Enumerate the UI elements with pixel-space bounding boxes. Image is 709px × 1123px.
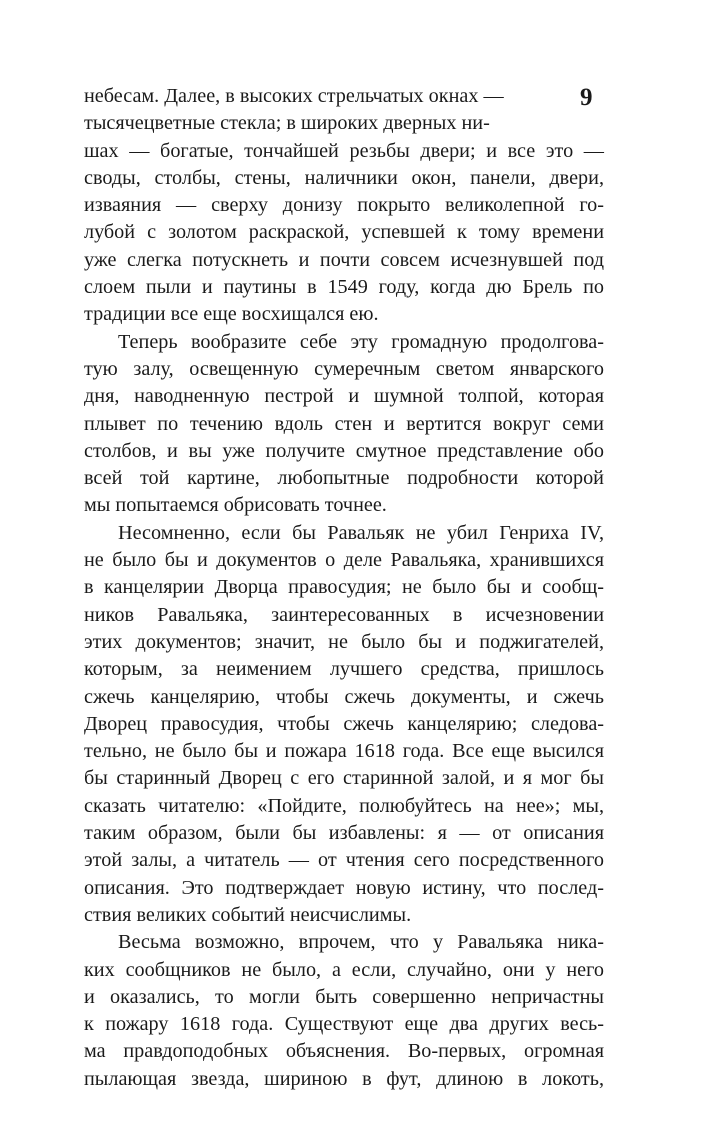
text-line: тельно, не было бы и пожара 1618 года. Все еще высился <box>84 740 604 763</box>
text-line: ников Равальяка, заинтересованных в исчезновении <box>84 603 604 626</box>
text-line: ствия великих событий неисчислимы. <box>84 903 412 926</box>
text-line: к пожару 1618 года. Существуют еще два других весь- <box>84 1013 604 1036</box>
text-line: плывет по течению вдоль стен и вертится вокруг семи <box>84 412 604 435</box>
text-line: своды, столбы, стены, наличники окон, панели, двери, <box>84 166 604 189</box>
text-line: ких сообщников не было, а если, случайно, они у него <box>84 958 604 981</box>
text-line: уже слегка потускнеть и почти совсем исчезнувшей под <box>84 248 604 271</box>
text-line: дня, наводненную пестрой и шумной толпой, которая <box>84 385 604 408</box>
text-line: не было бы и документов о деле Равальяка, хранившихся <box>84 549 604 572</box>
text-line: Несомненно, если бы Равальяк не убил Генриха IV, <box>118 521 604 544</box>
text-line: которым, за неимением лучшего средства, пришлось <box>84 658 604 681</box>
text-line: мы попытаемся обрисовать точнее. <box>84 494 387 517</box>
text-line: этой залы, а читатель — от чтения сего посредственного <box>84 849 604 872</box>
text-line: сказать читателю: «Пойдите, полюбуйтесь на нее»; мы, <box>84 794 604 817</box>
text-line: столбов, и вы уже получите смутное представление обо <box>84 439 604 462</box>
text-line: небесам. Далее, в высоких стрельчатых окнах — <box>84 85 504 107</box>
body-text <box>84 83 604 1093</box>
text-line: всей той картине, любопытные подробности которой <box>84 467 604 490</box>
page-number: 9 <box>580 84 593 111</box>
text-line: лубой с золотом раскраской, успевшей к тому времени <box>84 221 604 244</box>
paragraph <box>84 83 604 329</box>
text-line: Теперь вообразите себе эту громадную продолгова- <box>118 330 604 353</box>
text-line: Весьма возможно, впрочем, что у Равальяка ника- <box>118 931 604 954</box>
text-line: этих документов; значит, не было бы и поджигателей, <box>84 630 604 653</box>
text-line: сжечь канцелярию, чтобы сжечь документы, и сжечь <box>84 685 604 708</box>
text-line: и оказались, то могли быть совершенно непричастны <box>84 985 604 1008</box>
text-line: пылающая звезда, шириною в фут, длиною в локоть, <box>84 1067 604 1090</box>
text-line: тысячецветные стекла; в широких дверных ни- <box>84 112 490 135</box>
text-line: тую залу, освещенную сумеречным светом январского <box>84 357 604 380</box>
text-line: таким образом, были бы избавлены: я — от описания <box>84 822 604 845</box>
text-line: в канцелярии Дворца правосудия; не было бы и сообщ- <box>84 576 604 599</box>
text-line: слоем пыли и паутины в 1549 году, когда дю Брель по <box>84 276 604 299</box>
text-line: Дворец правосудия, чтобы сжечь канцелярию; следова- <box>84 712 604 735</box>
text-line: описания. Это подтверждает новую истину, что послед- <box>84 876 604 899</box>
paragraph <box>84 329 604 520</box>
text-line: шах — богатые, тончайшей резьбы двери; и все это — <box>84 139 604 162</box>
paragraph <box>84 520 604 929</box>
paragraph <box>84 929 604 1093</box>
text-line: ма правдоподобных объяснения. Во-первых, огромная <box>84 1040 604 1063</box>
text-line: традиции все еще восхищался ею. <box>84 303 379 326</box>
text-line: изваяния — сверху донизу покрыто великолепной го- <box>84 194 604 217</box>
text-line: бы старинный Дворец с его старинной залой, и я мог бы <box>84 767 604 790</box>
